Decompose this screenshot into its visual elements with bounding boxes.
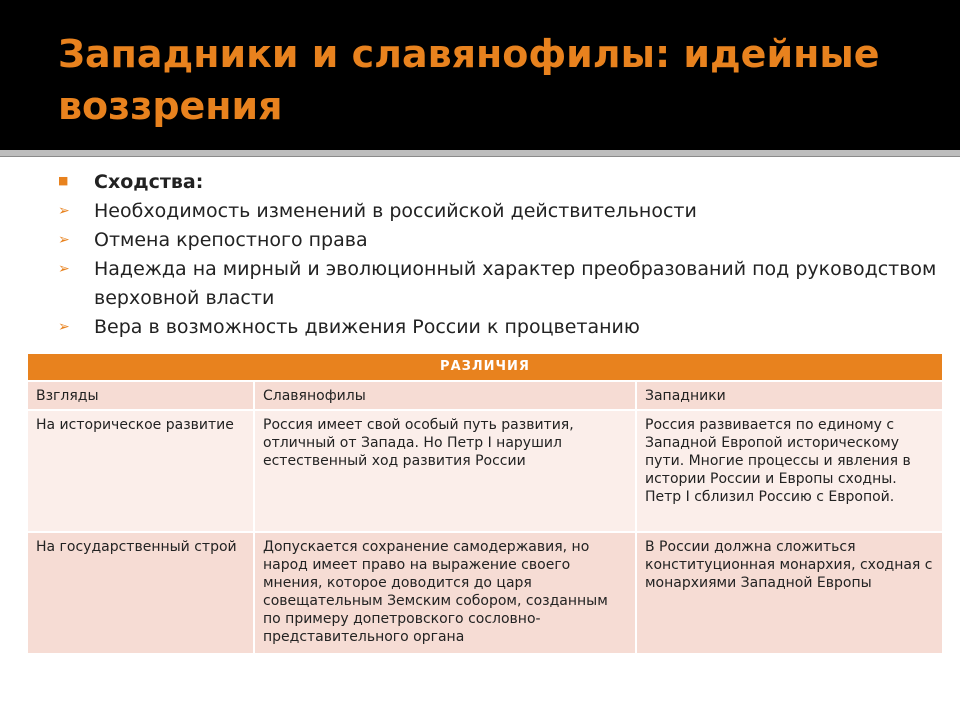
table-cell: Россия развивается по единому с Западной Европой историческому пути. Многие процессы и явления в истории России и Европы сходны. Петр I сблизил Россию с Европой. bbox=[636, 410, 942, 532]
table-cell: В России должна сложиться конституционная монархия, сходная с монархиями Западной Европы bbox=[636, 532, 942, 654]
differences-grid bbox=[28, 382, 942, 655]
similarities-list bbox=[58, 168, 938, 342]
list-item-text: Вера в возможность движения России к процветанию bbox=[94, 316, 640, 338]
similarities-heading-row bbox=[58, 168, 938, 197]
square-bullet-icon: ■ bbox=[58, 174, 69, 187]
table-row bbox=[28, 410, 942, 532]
title-divider bbox=[0, 150, 960, 157]
table-title: РАЗЛИЧИЯ bbox=[28, 354, 942, 382]
table-cell: Допускается сохранение самодержавия, но народ имеет право на выражение своего мнения, которое доводится до царя совещательным Земским собором, созданным по примеру допетровского сословно-представительного органа bbox=[254, 532, 636, 654]
table-header-row bbox=[28, 382, 942, 410]
column-header-slavophiles: Славянофилы bbox=[254, 382, 636, 410]
list-item-text: Надежда на мирный и эволюционный характер преобразований под руководством верховной власти bbox=[94, 258, 937, 309]
list-item bbox=[58, 197, 938, 226]
table-cell: На историческое развитие bbox=[28, 410, 254, 532]
slide-title: Западники и славянофилы: идейные воззрения bbox=[58, 32, 880, 128]
table-cell: На государственный строй bbox=[28, 532, 254, 654]
list-item-text: Необходимость изменений в российской действительности bbox=[94, 200, 697, 222]
table-row bbox=[28, 532, 942, 654]
column-header-westernizers: Западники bbox=[636, 382, 942, 410]
arrowhead-bullet-icon: ➢ bbox=[58, 261, 70, 277]
list-item-text: Отмена крепостного права bbox=[94, 229, 368, 251]
list-item bbox=[58, 226, 938, 255]
list-item bbox=[58, 313, 938, 342]
differences-table bbox=[28, 354, 942, 655]
similarities-heading: Сходства: bbox=[94, 171, 204, 193]
column-header-views: Взгляды bbox=[28, 382, 254, 410]
arrowhead-bullet-icon: ➢ bbox=[58, 232, 70, 248]
list-item bbox=[58, 255, 938, 313]
arrowhead-bullet-icon: ➢ bbox=[58, 203, 70, 219]
arrowhead-bullet-icon: ➢ bbox=[58, 319, 70, 335]
table-cell: Россия имеет свой особый путь развития, отличный от Запада. Но Петр I нарушил естественный ход развития России bbox=[254, 410, 636, 532]
